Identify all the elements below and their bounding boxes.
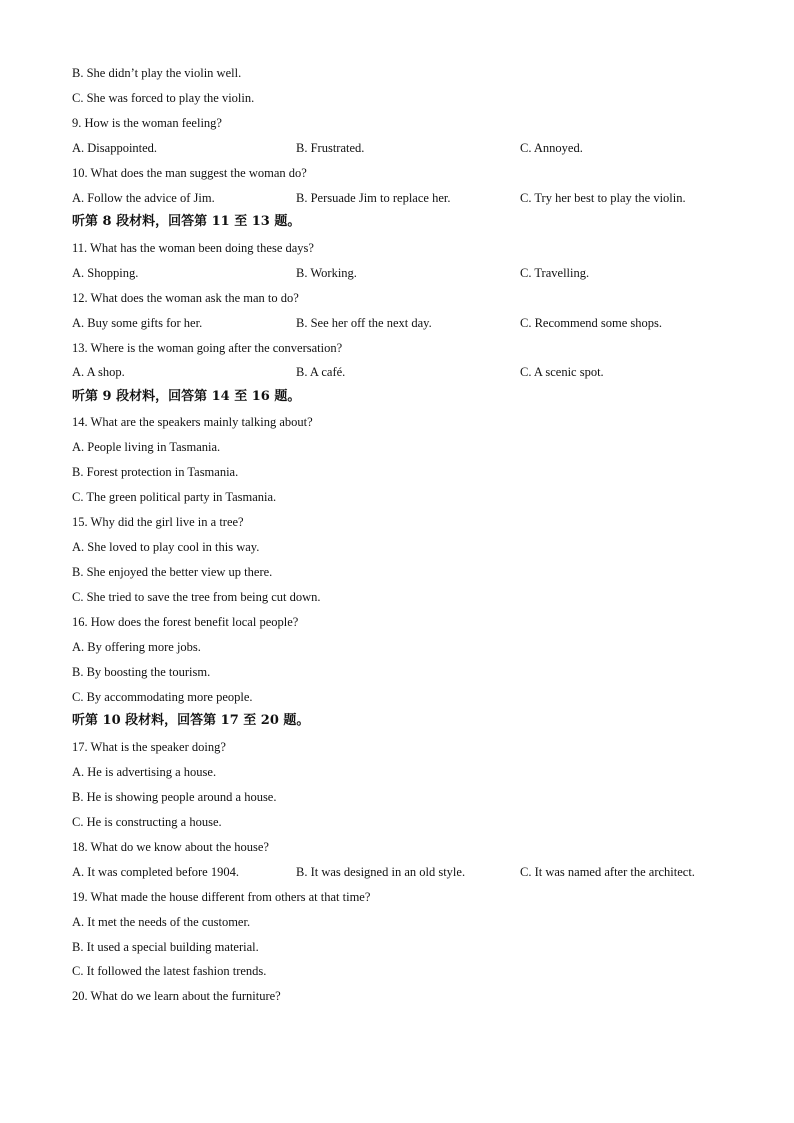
option-16b: B. By boosting the tourism. [72,665,211,679]
option-12a: A. Buy some gifts for her. [72,316,203,330]
option-11a: A. Shopping. [72,266,139,280]
option-15a: A. She loved to play cool in this way. [72,540,260,554]
question-15: 15. Why did the girl live in a tree? [72,515,244,529]
options-row-12 [0,313,794,333]
option-10a: A. Follow the advice of Jim. [72,191,215,205]
option-18a: A. It was completed before 1904. [72,865,239,879]
option-13b: B. A café. [296,365,346,379]
question-18: 18. What do we know about the house? [72,840,269,854]
option-12b: B. See her off the next day. [296,316,432,330]
section-heading-8: 听第 8 段材料，回答第 11 至 13 题。 [72,214,301,229]
option-11b: B. Working. [296,266,357,280]
options-row-11 [0,263,794,283]
option-16a: A. By offering more jobs. [72,640,201,654]
option-15b: B. She enjoyed the better view up there. [72,565,273,579]
option-8c: C. She was forced to play the violin. [72,91,255,105]
section-heading-10: 听第 10 段材料，回答第 17 至 20 题。 [72,713,310,728]
option-17b: B. He is showing people around a house. [72,790,277,804]
question-12: 12. What does the woman ask the man to do? [72,291,299,305]
option-13a: A. A shop. [72,365,125,379]
option-18c: C. It was named after the architect. [520,865,695,879]
question-11: 11. What has the woman been doing these days? [72,241,314,255]
options-row-9 [0,138,794,158]
option-10b: B. Persuade Jim to replace her. [296,191,451,205]
option-14a: A. People living in Tasmania. [72,440,221,454]
question-10: 10. What does the man suggest the woman do? [72,166,307,180]
option-15c: C. She tried to save the tree from being cut down. [72,590,321,604]
question-16: 16. How does the forest benefit local people? [72,615,299,629]
options-row-10 [0,188,794,208]
option-9a: A. Disappointed. [72,141,158,155]
question-19: 19. What made the house different from others at that time? [72,890,371,904]
option-18b: B. It was designed in an old style. [296,865,466,879]
option-16c: C. By accommodating more people. [72,690,253,704]
option-11c: C. Travelling. [520,266,590,280]
option-13c: C. A scenic spot. [520,365,604,379]
question-20: 20. What do we learn about the furniture? [72,989,281,1003]
question-17: 17. What is the speaker doing? [72,740,226,754]
option-17c: C. He is constructing a house. [72,815,222,829]
option-14b: B. Forest protection in Tasmania. [72,465,239,479]
option-19b: B. It used a special building material. [72,940,259,954]
option-19c: C. It followed the latest fashion trends. [72,964,267,978]
option-10c: C. Try her best to play the violin. [520,191,686,205]
question-13: 13. Where is the woman going after the conversation? [72,341,343,355]
option-17a: A. He is advertising a house. [72,765,217,779]
option-12c: C. Recommend some shops. [520,316,663,330]
option-19a: A. It met the needs of the customer. [72,915,251,929]
question-14: 14. What are the speakers mainly talking about? [72,415,313,429]
option-9c: C. Annoyed. [520,141,583,155]
option-8b: B. She didn’t play the violin well. [72,66,242,80]
question-9: 9. How is the woman feeling? [72,116,222,130]
section-heading-9: 听第 9 段材料，回答第 14 至 16 题。 [72,389,301,404]
options-row-13 [0,362,794,382]
option-9b: B. Frustrated. [296,141,365,155]
option-14c: C. The green political party in Tasmania. [72,490,277,504]
options-row-18 [0,862,794,882]
